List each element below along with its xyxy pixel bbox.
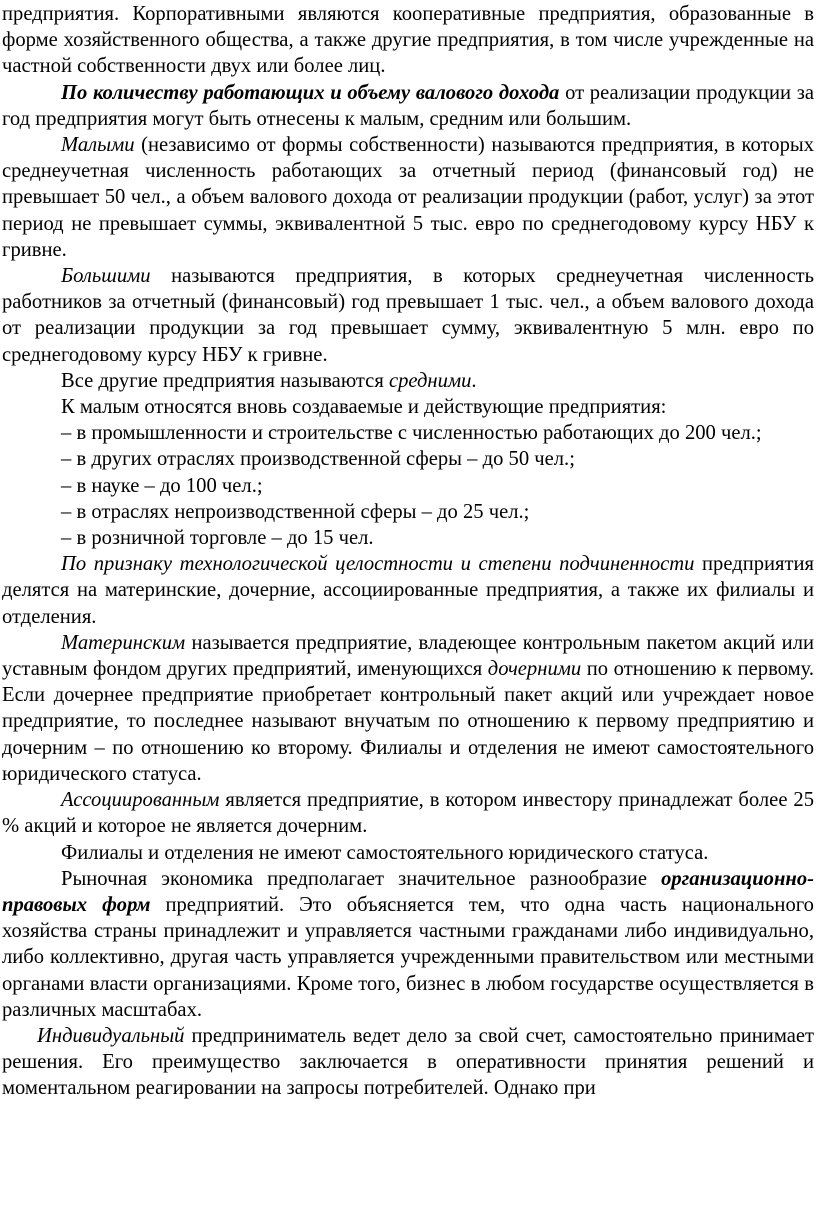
text-run: К малым относятся вновь создаваемые и действующие предприятия: — [61, 396, 667, 419]
text-run: по отношению к первому. Если дочернее предприятие приобретает контрольный пакет акций или учреждает новое предприятие, то последнее называют внучатым по отношению к первому предприятию и дочерним – по отношению ко второму. Филиалы и отделения не имеют самостоятельного юридического статуса. — [2, 658, 814, 785]
paragraph-p2 — [2, 80, 814, 132]
text-run: . — [471, 369, 477, 392]
paragraph-p14 — [2, 787, 814, 839]
text-run: – в розничной торговле – до 15 чел. — [61, 527, 374, 550]
emphasis-run: дочерними — [487, 658, 582, 681]
paragraph-p8 — [2, 446, 814, 472]
text-run: называется предприятие, владеющее контрольным пакетом акций или уставным фондом других предприятий, именующихся — [2, 631, 814, 681]
emphasis-run: средними — [388, 369, 472, 392]
emphasis-run: Ассоциированным — [61, 789, 220, 812]
paragraph-p7 — [2, 420, 814, 446]
text-run: – в отраслях непроизводственной сферы – до 25 чел.; — [61, 500, 530, 523]
emphasis-run: Материнским — [61, 631, 186, 654]
paragraph-p4 — [2, 263, 814, 368]
text-run: (независимо от формы собственности) называются предприятия, в которых среднеучетная численность работающих за отчетный период (финансовый год) не превышает 50 чел., а объем валового дохода от реализации продукции (работ, услуг) за этот период не превышает суммы, эквивалентной 5 тыс. евро по среднегодовому курсу НБУ к гривне. — [2, 134, 814, 261]
paragraph-p10 — [2, 499, 814, 525]
text-run: предприниматель ведет дело за свой счет, самостоятельно принимает решения. Его преимущество заключается в оперативности принятия решений и моментальном реагировании на запросы потребителей. Однако при — [2, 1024, 814, 1100]
emphasis-run: Индивидуальный — [37, 1024, 185, 1047]
emphasis-run: организационно-правовых форм — [2, 867, 814, 916]
text-run: предприятия делятся на материнские, дочерние, ассоциированные предприятия, а также их филиалы и отделения. — [2, 553, 815, 628]
text-run: от реализации продукции за год предприятия могут быть отнесены к малым, средним или большим. — [2, 81, 814, 130]
paragraph-p11 — [2, 525, 814, 551]
paragraph-p17 — [2, 1023, 814, 1102]
paragraph-p5 — [2, 368, 814, 394]
paragraph-p3 — [2, 132, 814, 263]
text-run: – в науке – до 100 чел.; — [61, 474, 263, 497]
paragraph-p12 — [2, 551, 814, 630]
paragraph-p9 — [2, 473, 814, 499]
paragraph-p15 — [2, 840, 814, 866]
text-run: Все другие предприятия называются — [61, 369, 389, 392]
text-run: называются предприятия, в которых среднеучетная численность работников за отчетный (финансовый) год превышает 1 тыс. чел., а объем валового дохода от реализации продукции за год превышает сумму, эквивалентную 5 млн. евро по среднегодовому курсу НБУ к гривне. — [2, 265, 814, 366]
text-run: Филиалы и отделения не имеют самостоятельного юридического статуса. — [61, 841, 709, 864]
emphasis-run: По количеству работающих и объему валового дохода — [61, 81, 560, 104]
paragraph-p13 — [2, 630, 814, 787]
paragraph-p16 — [2, 866, 814, 1023]
text-run: является предприятие, в котором инвестору принадлежат более 25 % акций и которое не является дочерним. — [2, 789, 814, 838]
paragraph-p1 — [2, 1, 814, 80]
text-run: предприятий. Это объясняется тем, что одна часть национального хозяйства страны принадлежит и управляется частными гражданами либо индивидуально, либо коллективно, другая часть управляется учрежденными правительством или местными органами власти организациями. Кроме того, бизнес в любом государстве осуществляется в различных масштабах. — [2, 893, 814, 1021]
text-run: – в других отраслях производственной сферы – до 50 чел.; — [61, 448, 575, 471]
text-run: Рыночная экономика предполагает значительное разнообразие — [61, 867, 662, 890]
emphasis-run: По признаку технологической целостности и степени подчиненности — [61, 553, 695, 576]
text-run: – в промышленности и строительстве с численностью работающих до 200 чел.; — [61, 422, 762, 445]
paragraph-p6 — [2, 394, 814, 420]
emphasis-run: Большими — [61, 265, 151, 288]
emphasis-run: Малыми — [61, 134, 135, 157]
text-run: предприятия. Корпоративными являются кооперативные предприятия, образованные в форме хозяйственного общества, а также другие предприятия, в том числе учрежденные на частной собственности двух или более лиц. — [2, 3, 814, 78]
